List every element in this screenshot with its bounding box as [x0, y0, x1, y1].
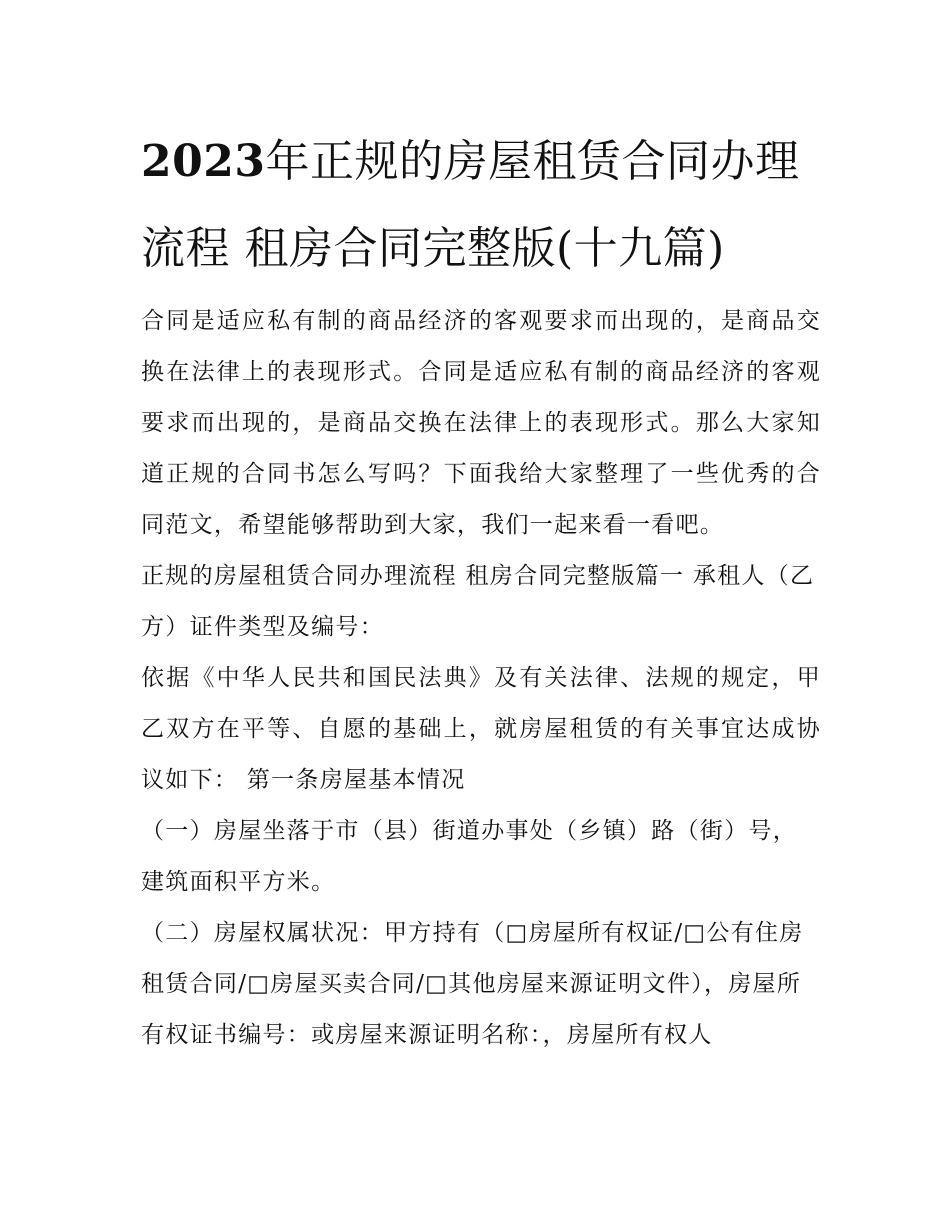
document-title	[141, 118, 821, 292]
paragraph-section-one: 正规的房屋租赁合同办理流程 租房合同完整版篇一 承租人（乙方）证件类型及编号：	[141, 563, 815, 640]
title-year: 2023	[141, 136, 266, 187]
document-page	[141, 118, 821, 1061]
paragraph-location: （一）房屋坐落于市（县）街道办事处（乡镇）路（街）号，建筑面积平方米。	[141, 818, 798, 895]
paragraph-basis: 依据《中华人民共和国民法典》及有关法律、法规的规定，甲乙双方在平等、自愿的基础上，就房屋租赁的有关事宜达成协议如下： 第一条房屋基本情况	[141, 665, 821, 793]
paragraph-intro: 合同是适应私有制的商品经济的客观要求而出现的，是商品交换在法律上的表现形式。合同是适应私有制的商品经济的客观要求而出现的，是商品交换在法律上的表现形式。那么大家知道正规的合同书怎么写吗？下面我给大家整理了一些优秀的合同范文，希望能够帮助到大家，我们一起来看一看吧。	[141, 308, 821, 538]
document-body	[141, 296, 821, 1061]
title-text: 年正规的房屋租赁合同办理流程 租房合同完整版(十九篇)	[141, 136, 800, 274]
paragraph-ownership: （二）房屋权属状况：甲方持有（□房屋所有权证/□公有住房租赁合同/□房屋买卖合同/□其他房屋来源证明文件），房屋所有权证书编号：或房屋来源证明名称：，房屋所有权人	[141, 920, 804, 1048]
